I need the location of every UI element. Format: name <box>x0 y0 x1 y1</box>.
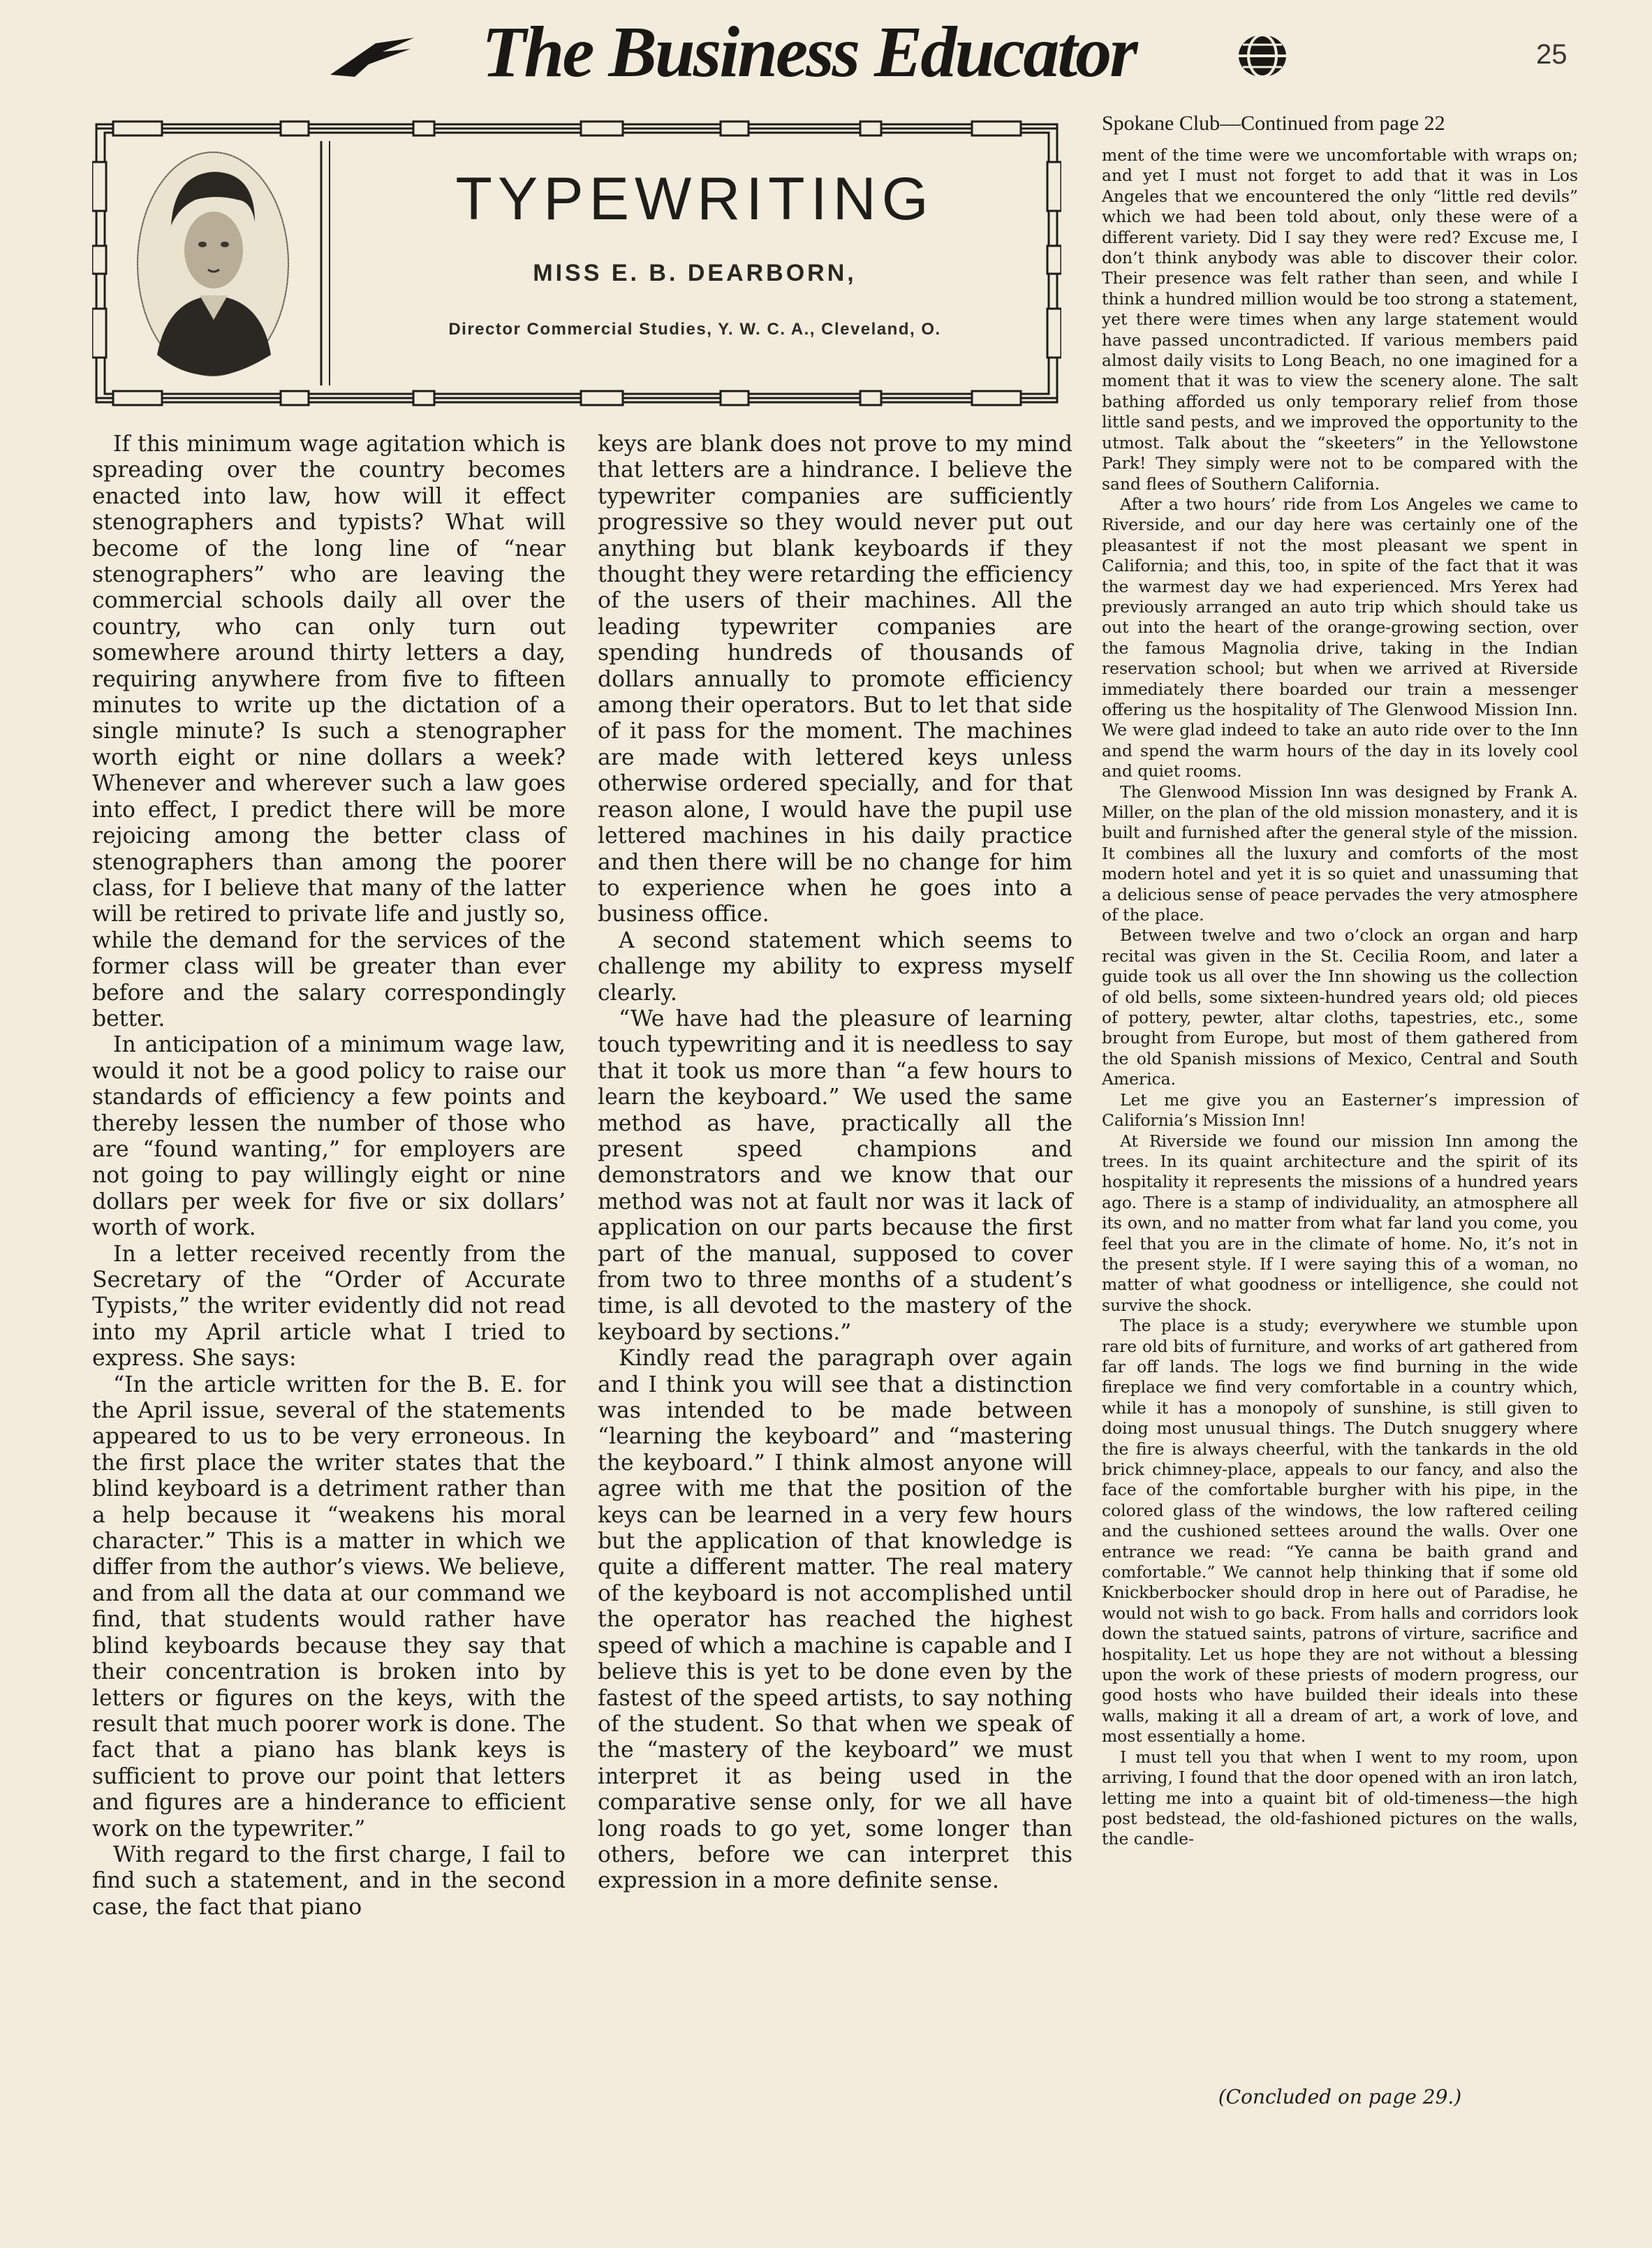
article-column-2 <box>598 432 1072 1895</box>
masthead-title: The Business Educator <box>482 12 1136 92</box>
section-title: TYPEWRITING <box>455 166 934 233</box>
sidebar-heading: Spokane Club—Continued from page 22 <box>1102 112 1445 135</box>
sidebar-column <box>1102 145 1578 1850</box>
sidebar-paragraph: ment of the time were we uncomfortable with wraps on; and yet I must not forget to add that it was in Los Angeles that we encountered the only “little red devils” which we had been told about, only these were of a different variety. Did I say they were red? Excuse me, I don’t think anybody was able to discover their color. Their presence was felt rather than seen, and while I think a hundred million would be too strong a statement, yet there were times when any large statement would have passed uncontradicted. If various members paid almost daily visits to Long Beach, no one imagined for a moment that it was to view the scenery alone. The salt bathing afforded us only temporary relief from those little sand pests, and we improved the opportunity to the utmost. Talk about the “skeeters” in the Yellowstone Park! They simply were not to be compared with the sand flees of Southern California. <box>1102 145 1578 494</box>
author-portrait <box>133 145 293 383</box>
article-column-1 <box>92 432 566 1920</box>
sidebar-paragraph: The place is a study; everywhere we stumble upon rare old bits of furniture, and works of art gathered from far off lands. The logs we find burning in the wide fireplace we find very comfortable in a country which, while it has a monopoly of sunshine, is still given to doing most unusual things. The Dutch snuggery where the fire is always cheerful, with the tankards in the old brick chimney-place, appeals to our fancy, and also the face of the comfortable burgher with his pipe, in the colored glass of the windows, the low raftered ceiling and the cushioned settees around the walls. Over one entrance we read: “Ye canna be baith grand and comfortable.” We cannot help thinking that if some old Knickberbocker should drop in here out of Paradise, he would not wish to go back. From halls and corridors look down the statued saints, patrons of virture, sacrifice and hospitality. Let us hope they are not without a blessing upon the work of these priests of modern progress, our good hosts who have builded their ideals into these walls, making it all a dream of art, a work of love, and most essentially a home. <box>1102 1316 1578 1747</box>
author-name: MISS E. B. DEARBORN, <box>533 260 857 286</box>
globe-emblem-icon <box>1234 31 1290 80</box>
page-number: 25 <box>1536 39 1568 70</box>
article-paragraph: In anticipation of a minimum wage law, would it not be a good policy to raise our standards of efficiency a few points and thereby lessen the number of those who are “found wanting,” for employers are not going to pay willingly eight or nine dollars per week for five or six dollars’ worth of work. <box>92 1032 566 1241</box>
article-paragraph: If this minimum wage agitation which is spreading over the country becomes enacted into law, how will it effect stenographers and typists? What will become of the long line of “near stenographers” who are leaving the commercial schools daily all over the country, who can only turn out somewhere around thirty letters a day, requiring anywhere from five to fifteen minutes to write up the dictation of a single minute? Is such a stenographer worth eight or nine dollars a week? Whenever and wherever such a law goes into effect, I predict there will be more rejoicing among the better class of stenographers than among the poorer class, for I believe that many of the latter will be retired to private life and justly so, while the demand for the services of the former class will be greater than ever before and the salary correspondingly better. <box>92 432 566 1031</box>
sidebar-paragraph: Between twelve and two o’clock an organ and harp recital was given in the St. Cecilia Room, and later a guide took us all over the Inn showing us the collection of old bells, some sixteen-hundred years old; old pieces of pottery, pewter, altar cloths, tapestries, etc., some brought from Europe, but most of them gathered from the old Spanish missions of Mexico, Central and South America. <box>1102 925 1578 1089</box>
sidebar-paragraph: I must tell you that when I went to my room, upon arriving, I found that the door opened with an iron latch, letting me into a quaint bit of old-timeness—the high post bedstead, the old-fashioned pictures on the walls, the candle- <box>1102 1747 1578 1849</box>
article-paragraph: keys are blank does not prove to my mind that letters are a hindrance. I believe the typewriter companies are sufficiently progressive so they would never put out anything but blank keyboards if they thought they were retarding the efficiency of the users of their machines. All the leading typewriter companies are spending hundreds of thousands of dollars annually to promote efficiency among their operators. But to let that side of it pass for the moment. The machines are made with lettered keys unless otherwise ordered specially, and for that reason alone, I would have the pupil use lettered machines in his daily practice and then there will be no change for him to experience when he goes into a business office. <box>598 432 1072 927</box>
article-paragraph: A second statement which seems to challenge my ability to express myself clearly. <box>598 927 1072 1006</box>
article-paragraph: With regard to the first charge, I fail to find such a statement, and in the second case, the fact that piano <box>92 1842 566 1920</box>
sidebar-paragraph: After a two hours’ ride from Los Angeles we came to Riverside, and our day here was certainly one of the pleasantest if not the most pleasant we spent in California; and this, too, in spite of the fact that it was the warmest day we had experienced. Mrs Yerex had previously arranged an auto trip which should take us out into the heart of the orange-growing section, over the famous Magnolia drive, taking in the Indian reservation school; but when we arrived at Riverside immediately there boarded our train a messenger offering us the hospitality of The Glenwood Mission Inn. We were glad indeed to take an auto ride over to the Inn and spend the warm hours of the day in its lovely cool and quiet rooms. <box>1102 494 1578 781</box>
sidebar-paragraph: The Glenwood Mission Inn was designed by Frank A. Miller, on the plan of the old mission monastery, and it is built and furnished after the general style of the mission. It combines all the luxury and comforts of the most modern hotel and yet it is so quiet and unassuming that a delicious sense of peace pervades the very atmosphere of the place. <box>1102 781 1578 925</box>
article-paragraph: “In the article written for the B. E. for the April issue, several of the statements appeared to us to be very erroneous. In the first place the writer states that the blind keyboard is a detriment rather than a help because it “weakens his moral character.” This is a matter in which we differ from the author’s views. We believe, and from all the data at our command we find, that students would rather have blind keyboards because they say that their concentration is broken into by letters or figures on the keys, with the result that much poorer work is done. The fact that a piano has blank keys is sufficient to prove our point that letters and figures are a hinderance to efficient work on the typewriter.” <box>92 1372 566 1842</box>
sidebar-paragraph: Let me give you an Easterner’s impression of California’s Mission Inn! <box>1102 1089 1578 1131</box>
continued-note: (Concluded on page 29.) <box>1218 2085 1462 2108</box>
article-paragraph: Kindly read the paragraph over again and I think you will see that a distinction was intended to be made between “learning the keyboard” and “mastering the keyboard.” I think almost anyone will agree with me that the position of the keys can be learned in a very few hours but the application of that knowledge is quite a different matter. The real matery of the keyboard is not accomplished until the operator has reached the highest speed of which a machine is capable and I believe this is yet to be done even by the fastest of the speed artists, to say nothing of the student. So that when we speak of the “mastery of the keyboard” we must interpret it as being used in the comparative sense only, for we all have long roads to go yet, some longer than others, before we can interpret this expression in a more definite sense. <box>598 1346 1072 1894</box>
article-paragraph: “We have had the pleasure of learning touch typewriting and it is needless to say that it took us more than “a few hours to learn the keyboard.” We used the same method as have, practically all the present speed champions and demonstrators and we know that our method was not at fault nor was it lack of application on our parts because the first part of the manual, supposed to cover from two to three months of a student’s time, is all devoted to the mastery of the keyboard by sections.” <box>598 1006 1072 1345</box>
author-affiliation: Director Commercial Studies, Y. W. C. A., Cleveland, O. <box>448 320 941 339</box>
sidebar-paragraph: At Riverside we found our mission Inn among the trees. In its quaint architecture and the spirit of its hospitality it represents the missions of a hundred years ago. There is a stamp of individuality, an atmosphere all its own, and no matter from what far land you come, you feel that you are in the climate of home. No, it’s not in the present style. If I were saying this of a woman, no matter of what goodness or intelligence, she could not survive the shock. <box>1102 1131 1578 1315</box>
quill-logo-icon <box>327 36 418 78</box>
article-paragraph: In a letter received recently from the Secretary of the “Order of Accurate Typists,” the writer evidently did not read into my April article what I tried to express. She says: <box>92 1241 566 1372</box>
